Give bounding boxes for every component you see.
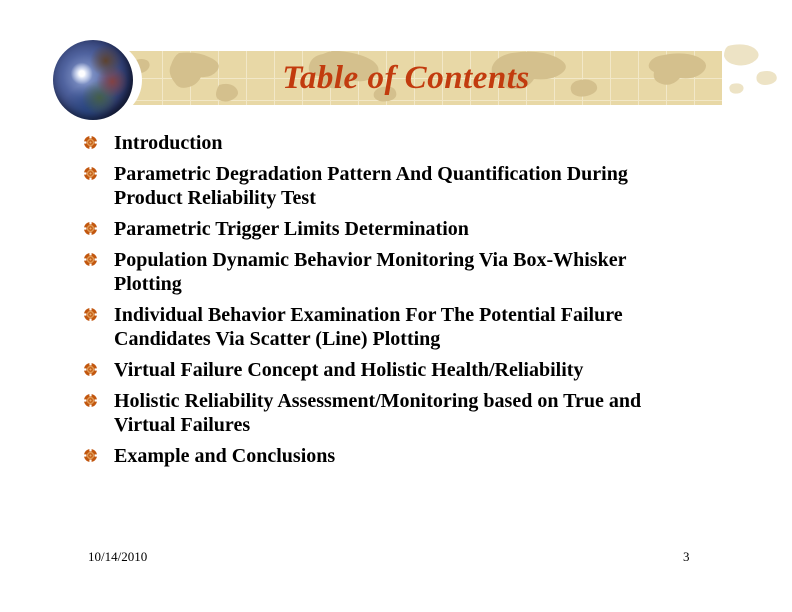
list-item (84, 217, 744, 241)
list-item (84, 248, 744, 296)
list-item (84, 131, 744, 155)
globe-icon (53, 40, 133, 120)
toc-list (84, 131, 744, 475)
date-label: 10/14/2010 (88, 549, 148, 564)
list-item-text: Population Dynamic Behavior Monitoring Via Box-Whisker Plotting (114, 249, 627, 295)
target-bullet-icon (84, 308, 97, 321)
target-bullet-icon (84, 394, 97, 407)
list-item (84, 162, 744, 210)
list-item-text: Holistic Reliability Assessment/Monitoring based on True and Virtual Failures (114, 390, 642, 436)
target-bullet-icon (84, 363, 97, 376)
list-item (84, 389, 744, 437)
target-bullet-icon (84, 136, 97, 149)
list-item (84, 303, 744, 351)
list-item-text: Parametric Trigger Limits Determination (114, 218, 469, 240)
list-item-text: Parametric Degradation Pattern And Quantification During Product Reliability Test (114, 163, 628, 209)
target-bullet-icon (84, 167, 97, 180)
list-item-text: Example and Conclusions (114, 445, 336, 467)
slide-number: 3 (683, 549, 690, 564)
list-item-text: Virtual Failure Concept and Holistic Health/Reliability (114, 359, 584, 381)
target-bullet-icon (84, 253, 97, 266)
slide-title: Table of Contents (282, 60, 530, 96)
list-item-text: Introduction (114, 132, 223, 154)
list-item (84, 444, 744, 468)
target-bullet-icon (84, 222, 97, 235)
header-banner (124, 51, 722, 105)
list-item-text: Individual Behavior Examination For The Potential Failure Candidates Via Scatter (Line) Plotting (114, 304, 623, 350)
world-map-overflow (720, 44, 790, 104)
list-item (84, 358, 744, 382)
target-bullet-icon (84, 449, 97, 462)
